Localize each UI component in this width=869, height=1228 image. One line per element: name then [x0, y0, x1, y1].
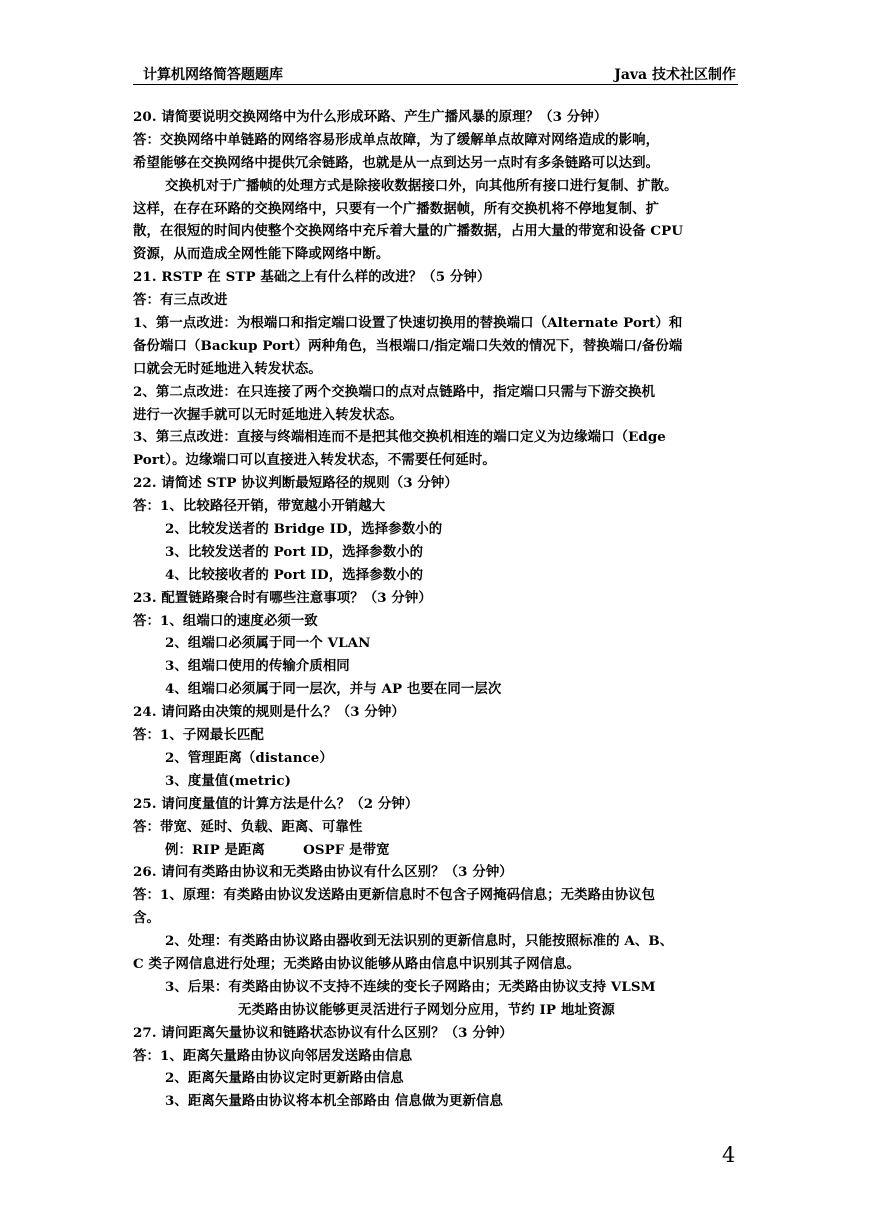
question-23: 23. 配置链路聚合时有哪些注意事项？（3 分钟） [133, 589, 432, 606]
answer-line: Port）。边缘端口可以直接进入转发状态，不需要任何延时。 [133, 452, 496, 469]
answer-line: 答：带宽、延时、负载、距离、可靠性 [133, 818, 363, 835]
answer-line: 4、组端口必须属于同一层次，并与 AP 也要在同一层次 [165, 681, 502, 698]
answer-line: 答：1、原理：有类路由协议发送路由更新信息时不包含子网掩码信息；无类路由协议包 [133, 887, 656, 904]
page-number: 4 [722, 1143, 736, 1167]
answer-line: C 类子网信息进行处理；无类路由协议能够从路由信息中识别其子网信息。 [133, 955, 581, 972]
answer-line: 含。 [133, 910, 160, 927]
answer-line: 3、后果：有类路由协议不支持不连续的变长子网路由；无类路由协议支持 VLSM [165, 978, 656, 995]
answer-line: 答：1、比较路径开销，带宽越小开销越大 [133, 498, 386, 515]
answer-line: 无类路由协议能够更灵活进行子网划分应用，节约 IP 地址资源 [238, 1001, 615, 1018]
answer-line: 答：1、距离矢量路由协议向邻居发送路由信息 [133, 1047, 413, 1064]
question-26: 26. 请问有类路由协议和无类路由协议有什么区别？（3 分钟） [133, 864, 513, 881]
answer-line: 3、比较发送者的 Port ID，选择参数小的 [165, 543, 424, 560]
answer-line: 2、比较发送者的 Bridge ID，选择参数小的 [165, 521, 443, 538]
answer-line: 答：有三点改进 [133, 292, 228, 309]
answer-line: 答：1、组端口的速度必须一致 [133, 612, 318, 629]
answer-line: 2、管理距离（distance） [165, 749, 333, 766]
answer-line: 3、第三点改进：直接与终端相连而不是把其他交换机相连的端口定义为边缘端口（Edge [133, 429, 666, 446]
question-27: 27. 请问距离矢量协议和链路状态协议有什么区别？（3 分钟） [133, 1024, 513, 1041]
answer-line: 进行一次握手就可以无时延地进入转发状态。 [133, 406, 403, 423]
answer-line: 3、度量值(metric) [165, 772, 292, 789]
header-title: 计算机网络简答题题库 [143, 67, 283, 83]
answer-line: 2、距离矢量路由协议定时更新路由信息 [165, 1070, 404, 1087]
answer-line: 例：RIP 是距离 OSPF 是带宽 [165, 841, 390, 858]
question-22: 22. 请简述 STP 协议判断最短路径的规则（3 分钟） [133, 475, 458, 492]
question-21: 21. RSTP 在 STP 基础之上有什么样的改进？（5 分钟） [133, 269, 491, 286]
answer-line: 备份端口（Backup Port）两种角色，当根端口/指定端口失效的情况下，替换端口/备份端 [133, 337, 683, 354]
answer-line: 答：交换网络中单链路的网络容易形成单点故障，为了缓解单点故障对网络造成的影响， [133, 131, 660, 148]
header-publisher: Java 技术社区制作 [614, 67, 736, 83]
page-header [133, 62, 738, 85]
question-20: 20. 请简要说明交换网络中为什么形成环路、产生广播风暴的原理？（3 分钟） [133, 109, 608, 125]
answer-line: 4、比较接收者的 Port ID，选择参数小的 [165, 566, 424, 583]
answer-line: 2、组端口必须属于同一个 VLAN [165, 635, 371, 652]
answer-line: 3、距离矢量路由协议将本机全部路由 信息做为更新信息 [165, 1093, 503, 1110]
question-25: 25. 请问度量值的计算方法是什么？（2 分钟） [133, 795, 419, 812]
answer-line: 1、第一点改进：为根端口和指定端口设置了快速切换用的替换端口（Alternate Port）和 [133, 315, 683, 332]
question-24: 24. 请问路由决策的规则是什么？（3 分钟） [133, 704, 405, 721]
answer-line: 答：1、子网最长匹配 [133, 727, 264, 744]
answer-line: 2、处理：有类路由协议路由器收到无法识别的更新信息时，只能按照标准的 A、B、 [165, 933, 674, 950]
answer-line: 散，在很短的时间内使整个交换网络中充斥着大量的广播数据，占用大量的带宽和设备 CPU [133, 223, 684, 240]
answer-line: 希望能够在交换网络中提供冗余链路，也就是从一点到达另一点时有多条链路可以达到。 [133, 154, 660, 171]
document-body [133, 106, 738, 1113]
answer-line: 资源，从而造成全网性能下降或网络中断。 [133, 246, 390, 263]
answer-line: 3、组端口使用的传输介质相同 [165, 658, 350, 675]
answer-line: 交换机对于广播帧的处理方式是除接收数据接口外，向其他所有接口进行复制、扩散。 [165, 177, 678, 194]
answer-line: 2、第二点改进：在只连接了两个交换端口的点对点链路中，指定端口只需与下游交换机 [133, 383, 656, 400]
answer-line: 口就会无时延地进入转发状态。 [133, 360, 322, 377]
answer-line: 这样，在存在环路的交换网络中，只要有一个广播数据帧，所有交换机将不停地复制、扩 [133, 200, 660, 217]
